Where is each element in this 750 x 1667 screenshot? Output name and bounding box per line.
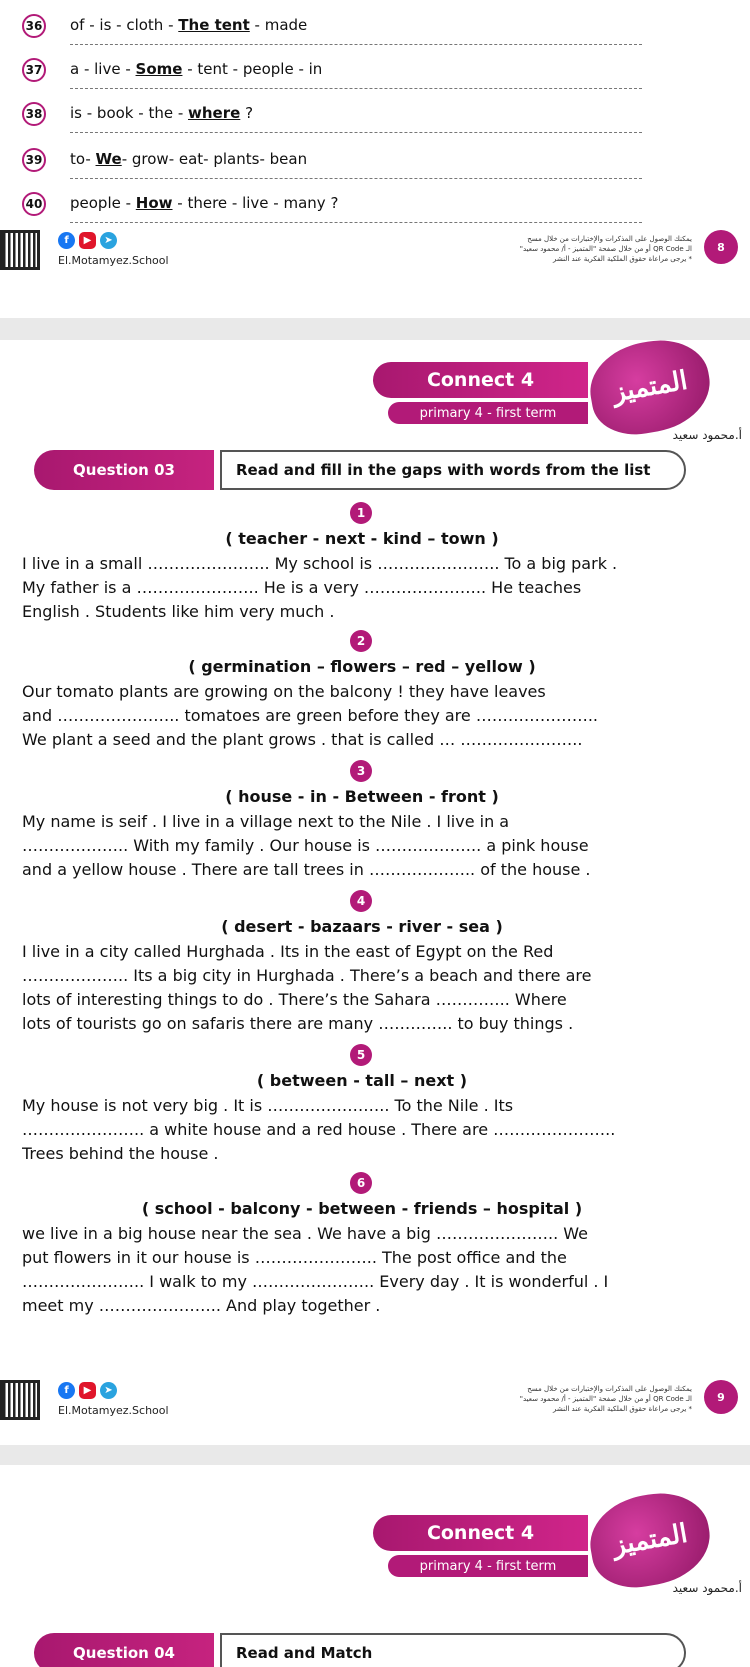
telegram-icon[interactable]: ➤ (100, 1382, 117, 1399)
passage-text: I live in a small ………………….. My school is ………………….. To a big park . My father is a ………………….. He is a very ………………….. He teaches English . Students like him very much . (22, 554, 618, 621)
question-number-label: Question 03 (34, 450, 214, 490)
worksheet-page-8 (0, 0, 750, 318)
sentence-row-36 (22, 14, 642, 54)
school-name: El.Motamyez.School (58, 254, 169, 267)
brand-logo: المتميز (583, 332, 717, 441)
passage-number-badge: 5 (350, 1044, 372, 1066)
sentence-number: 37 (22, 58, 46, 82)
passage-text: My house is not very big . It is ………………….. To the Nile . Its ………………….. a white house and a red house . There are ………………….. Trees behind the house . (22, 1096, 616, 1163)
term-label: primary 4 - first term (388, 402, 588, 424)
page-footer (0, 1380, 750, 1450)
answer-line (70, 222, 642, 223)
facebook-icon[interactable]: f (58, 1382, 75, 1399)
sentence-number: 38 (22, 102, 46, 126)
passage-text: I live in a city called Hurghada . Its in the east of Egypt on the Red ……………….. Its a big city in Hurghada . There’s a beach and there are lots of interesting things to do . There’s the Sahara ………….. Where lots of tourists go on safaris there are many ………….. to buy things . (22, 942, 592, 1033)
word-list: ( teacher - next - kind – town ) (225, 529, 499, 548)
page-header-banner (0, 362, 750, 442)
page-header-banner (0, 1515, 750, 1595)
sentence-row-39 (22, 148, 642, 188)
facebook-icon[interactable]: f (58, 232, 75, 249)
book-title: Connect 4 (373, 362, 588, 398)
brand-logo: المتميز (583, 1485, 717, 1594)
sentence-text: of - is - cloth - The tent - made (70, 16, 308, 34)
passage-number-badge: 4 (350, 890, 372, 912)
sentence-text: a - live - Some - tent - people - in (70, 60, 323, 78)
sentence-text: is - book - the - where ? (70, 104, 254, 122)
passage-3 (22, 760, 702, 880)
qr-code-icon[interactable] (0, 230, 40, 270)
question-header (34, 450, 686, 490)
passage-number-badge: 6 (350, 1172, 372, 1194)
author-name: أ.محمود سعيد (672, 1581, 742, 1595)
passage-number-badge: 2 (350, 630, 372, 652)
passage-number-badge: 3 (350, 760, 372, 782)
social-links (58, 232, 117, 249)
question-number-label: Question 04 (34, 1633, 214, 1667)
youtube-icon[interactable]: ▶ (79, 232, 96, 249)
page-number-badge: 8 (704, 230, 738, 264)
page-number-badge: 9 (704, 1380, 738, 1414)
passage-1 (22, 502, 702, 622)
word-list: ( between - tall – next ) (256, 1071, 468, 1090)
question-instruction: Read and fill in the gaps with words from the list (220, 450, 686, 490)
passage-text: My name is seif . I live in a village next to the Nile . I live in a ……………….. With my family . Our house is ……………….. a pink house and a yellow house . There are tall trees in ……………….. of the house . (22, 812, 591, 879)
page-footer (0, 230, 750, 300)
social-links (58, 1382, 117, 1399)
word-list: ( desert - bazaars - river - sea ) (221, 917, 503, 936)
word-list: ( germination – flowers – red – yellow ) (188, 657, 536, 676)
passage-2 (22, 630, 702, 750)
passage-number-badge: 1 (350, 502, 372, 524)
passage-4 (22, 890, 702, 1040)
youtube-icon[interactable]: ▶ (79, 1382, 96, 1399)
answer-line (70, 178, 642, 179)
term-label: primary 4 - first term (388, 1555, 588, 1577)
sentence-number: 39 (22, 148, 46, 172)
qr-code-icon[interactable] (0, 1380, 40, 1420)
passage-text: we live in a big house near the sea . We have a big ………………….. We put flowers in it our house is ………………….. The post office and the ………………….. I walk to my ………………….. Every day . It is wonderful . I meet my ………………….. And play together . (22, 1224, 609, 1315)
book-title: Connect 4 (373, 1515, 588, 1551)
passage-text: Our tomato plants are growing on the balcony ! they have leaves and ………………….. tomatoes are green before they are ………………….. We plant a seed and the plant grows . that is called … ………………….. (22, 682, 599, 749)
question-header (34, 1633, 686, 1667)
telegram-icon[interactable]: ➤ (100, 232, 117, 249)
sentence-row-40 (22, 192, 642, 232)
footer-note: يمكنك الوصول على المذكرات والإختبارات من خلال مسح الـ QR Code أو من خلال صفحة "المتميز - أ/ محمود سعيد" * يرجى مراعاة حقوق الملكية الفكرية عند النشر (519, 235, 692, 263)
footer-note: يمكنك الوصول على المذكرات والإختبارات من خلال مسح الـ QR Code أو من خلال صفحة "المتميز - أ/ محمود سعيد" * يرجى مراعاة حقوق الملكية الفكرية عند النشر (519, 1385, 692, 1413)
passage-5 (22, 1044, 702, 1164)
worksheet-page-9 (0, 340, 750, 1445)
answer-line (70, 88, 642, 89)
sentence-row-38 (22, 102, 642, 142)
school-name: El.Motamyez.School (58, 1404, 169, 1417)
word-list: ( house - in - Between - front ) (225, 787, 499, 806)
question-instruction: Read and Match (220, 1633, 686, 1667)
sentence-number: 40 (22, 192, 46, 216)
worksheet-page-10 (0, 1465, 750, 1667)
sentence-number: 36 (22, 14, 46, 38)
passage-6 (22, 1172, 702, 1322)
sentence-text: people - How - there - live - many ? (70, 194, 339, 212)
sentence-row-37 (22, 58, 642, 98)
sentence-text: to- We- grow- eat- plants- bean (70, 150, 308, 168)
word-list: ( school - balcony - between - friends – hospital ) (141, 1199, 583, 1218)
author-name: أ.محمود سعيد (672, 428, 742, 442)
answer-line (70, 132, 642, 133)
answer-line (70, 44, 642, 45)
